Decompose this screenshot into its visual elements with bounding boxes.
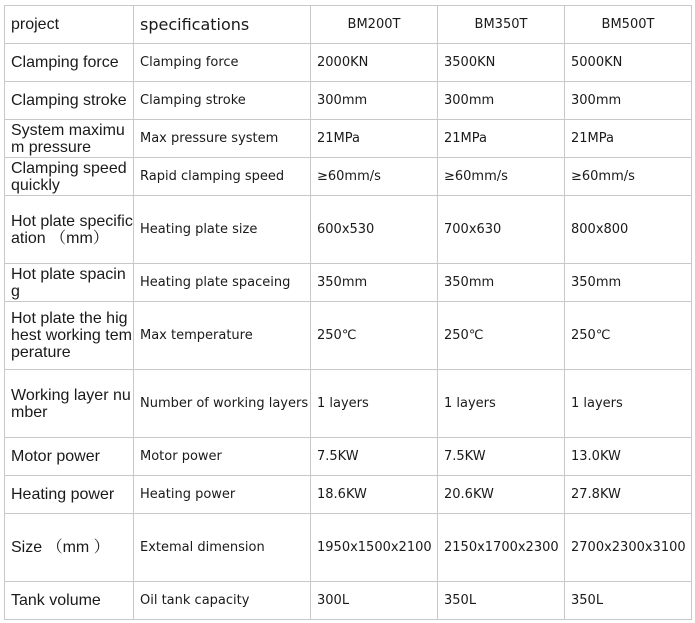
row-value: 800x800 [565, 196, 692, 264]
row-project: Working layer number [5, 370, 134, 438]
row-spec: Max pressure system [134, 120, 311, 158]
row-value: 700x630 [438, 196, 565, 264]
row-value: 300mm [438, 82, 565, 120]
header-model: BM350T [438, 6, 565, 44]
row-project: Motor power [5, 438, 134, 476]
row-spec: Max temperature [134, 302, 311, 370]
row-value: 350mm [311, 264, 438, 302]
row-value: 5000KN [565, 44, 692, 82]
row-value: 7.5KW [311, 438, 438, 476]
row-project: Tank volume [5, 582, 134, 620]
row-value: 2000KN [311, 44, 438, 82]
row-value: 350L [565, 582, 692, 620]
row-spec: Heating power [134, 476, 311, 514]
row-spec: Oil tank capacity [134, 582, 311, 620]
header-specifications: specifications [134, 6, 311, 44]
row-value: 21MPa [438, 120, 565, 158]
row-value: ≥60mm/s [311, 158, 438, 196]
row-project: Clamping force [5, 44, 134, 82]
table-row [5, 196, 692, 264]
row-value: 350mm [438, 264, 565, 302]
row-spec: Clamping stroke [134, 82, 311, 120]
header-row [5, 6, 692, 44]
table-row [5, 476, 692, 514]
row-spec: Number of working layers [134, 370, 311, 438]
row-value: 350mm [565, 264, 692, 302]
table-row [5, 44, 692, 82]
table-row [5, 370, 692, 438]
row-project: Hot plate the highest working temperature [5, 302, 134, 370]
row-spec: Motor power [134, 438, 311, 476]
row-value: 300L [311, 582, 438, 620]
row-project: System maximum pressure [5, 120, 134, 158]
row-value: 300mm [565, 82, 692, 120]
row-value: 250℃ [438, 302, 565, 370]
row-value: ≥60mm/s [438, 158, 565, 196]
header-model: BM500T [565, 6, 692, 44]
row-value: 600x530 [311, 196, 438, 264]
header-model: BM200T [311, 6, 438, 44]
row-spec: Heating plate spaceing [134, 264, 311, 302]
row-value: 2700x2300x3100 [565, 514, 692, 582]
row-project: Hot plate specification （mm） [5, 196, 134, 264]
table-row [5, 158, 692, 196]
row-value: 1 layers [438, 370, 565, 438]
row-spec: Rapid clamping speed [134, 158, 311, 196]
table-row [5, 438, 692, 476]
row-spec: Heating plate size [134, 196, 311, 264]
row-value: 27.8KW [565, 476, 692, 514]
row-value: 1 layers [565, 370, 692, 438]
row-project: Size （mm ） [5, 514, 134, 582]
row-project: Heating power [5, 476, 134, 514]
header-project: project [5, 6, 134, 44]
spec-table [4, 5, 692, 620]
row-value: 13.0KW [565, 438, 692, 476]
row-project: Hot plate spacing [5, 264, 134, 302]
row-value: 1950x1500x2100 [311, 514, 438, 582]
row-value: 21MPa [311, 120, 438, 158]
row-value: 2150x1700x2300 [438, 514, 565, 582]
row-value: ≥60mm/s [565, 158, 692, 196]
table-row [5, 120, 692, 158]
row-value: 300mm [311, 82, 438, 120]
row-value: 1 layers [311, 370, 438, 438]
table-row [5, 302, 692, 370]
row-value: 7.5KW [438, 438, 565, 476]
row-spec: Extemal dimension [134, 514, 311, 582]
table-row [5, 514, 692, 582]
row-value: 350L [438, 582, 565, 620]
row-spec: Clamping force [134, 44, 311, 82]
row-value: 3500KN [438, 44, 565, 82]
row-value: 21MPa [565, 120, 692, 158]
row-value: 20.6KW [438, 476, 565, 514]
row-value: 18.6KW [311, 476, 438, 514]
row-project: Clamping stroke [5, 82, 134, 120]
table-row [5, 82, 692, 120]
row-value: 250℃ [311, 302, 438, 370]
row-project: Clamping speed quickly [5, 158, 134, 196]
row-value: 250℃ [565, 302, 692, 370]
table-row [5, 582, 692, 620]
table-row [5, 264, 692, 302]
